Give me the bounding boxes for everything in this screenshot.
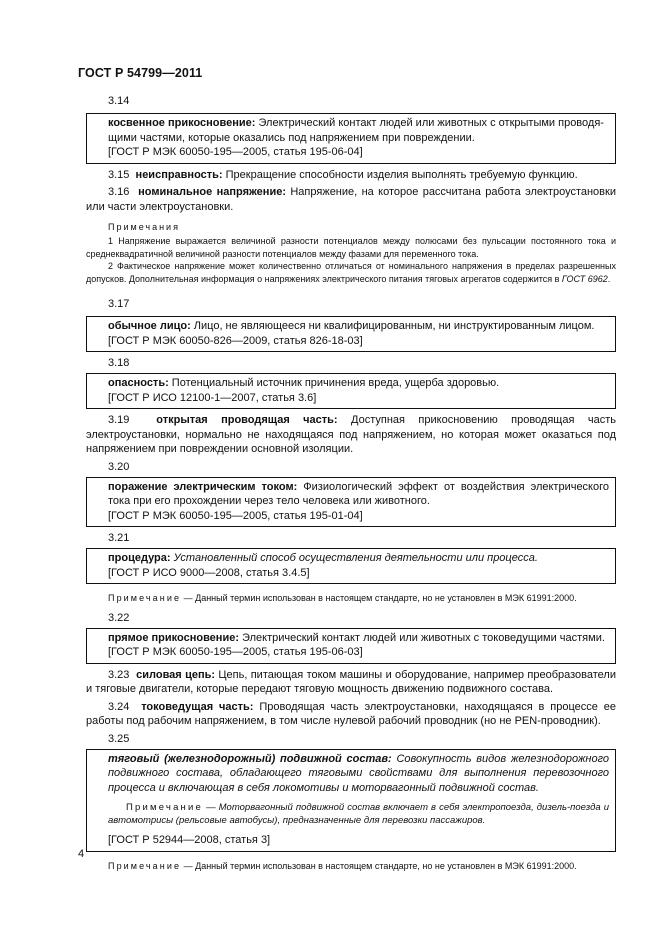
term-definition: прямое прикосновение: Электрический контакт людей или животных с токоведущими частями. [108,631,605,644]
document-header: ГОСТ Р 54799—2011 [78,66,203,80]
term-box-3-22 [86,628,616,664]
term-name: поражение электрическим током: [108,480,298,493]
term-reference: [ГОСТ Р МЭК 60050-195—2005, статья 195-06-04] [108,146,363,158]
standard-reference-link: ГОСТ 6962 [561,273,608,284]
term-name: обычное лицо: [108,320,191,333]
page-number: 4 [78,848,85,860]
term-definition: обычное лицо: Лицо, не являющееся ни квалифицированным, ни инструктированным лицом. [108,320,595,333]
term-reference: [ГОСТ Р 52944—2008, статья 3] [108,834,271,847]
term-reference: [ГОСТ Р МЭК 60050-195—2005, статья 195-06-03] [108,646,363,659]
term-number-3-18: 3.18 [108,357,130,370]
term-box-3-25 [86,749,616,852]
term-box-3-20 [86,477,616,528]
term-definition: процедура: Установленный способ осуществления деятельности или процесса. [108,552,538,565]
term-name: тяговый (железнодорожный) подвижной состав: [108,752,392,765]
term-number-3-22: 3.22 [108,611,130,624]
term-definition: косвенное прикосновение: Электрический контакт людей или животных с открытыми проводя- [108,117,604,129]
term-name: процедура: [108,552,171,565]
term-number-3-25: 3.25 [108,732,130,745]
note-2: 2 Фактическое напряжение может количественно отличаться от номинального напряжения в пределах разрешенных допусков. Дополнительная информация о напряжениях электрического питания тяговых агрегатов содержится в ГОСТ 6962. [86,261,616,284]
term-name: открытая проводящая часть: [156,414,338,427]
term-note-3-25: Примечание — Данный термин использован в настоящем стандарте, но не установлен в МЭК 61991:2000. [108,860,577,871]
term-definition: тяговый (железнодорожный) подвижной состав: Совокупность видов железнодорожного подвижного состава, обладающего тяговыми свойствами для выполнения перевозочного процесса и включающая в себя локомотивы и моторвагонный подвижной состав. [108,752,609,794]
term-name: косвенное прикосновение: [108,117,256,129]
term-reference: [ГОСТ Р МЭК 60050-826—2009, статья 826-18-03] [108,334,363,347]
term-definition: поражение электрическим током: Физиологический эффект от воздействия электрического тока при его прохождении через тело человека или животного. [108,480,610,508]
term-entry-3-19: 3.19 открытая проводящая часть: Доступная прикосновению проводящая часть электроустановки, нормально не находящаяся под напряжением, но которая может оказаться под напряжением при повреждении основной изоляции. [86,414,616,456]
term-number-3-14: 3.14 [108,95,130,107]
term-entry-3-23: 3.23 силовая цепь: Цепь, питающая током машины и оборудование, например преобразователи и тяговые двигатели, которые передают тяговую мощность движению подвижного состава. [86,668,616,696]
term-inner-note: Примечание — Моторвагонный подвижной состав включает в себя электропоезда, дизель-поезда и автомотрисы (рельсовые автобусы), предназначенные для перевозки пассажиров. [108,802,609,827]
term-number-3-20: 3.20 [108,460,130,473]
term-box-3-17 [86,316,616,352]
term-name: неисправность: [135,168,223,181]
term-entry-3-16: 3.16 номинальное напряжение: Напряжение, на которое рассчитана работа электроустановки или части электроустановки. [86,186,616,213]
term-reference: [ГОСТ Р МЭК 60050-195—2005, статья 195-01-04] [108,509,363,522]
term-name: силовая цепь: [136,668,216,681]
term-entry-3-15: 3.15 неисправность: Прекращение способности изделия выполнять требуемую функцию. [108,168,578,181]
term-name: номинальное напряжение: [138,186,286,198]
term-box-3-21 [86,548,616,584]
note-1: 1 Напряжение выражается величиной разности потенциалов между полюсами без пульсации постоянного тока и среднеквадратичной величиной разности потенциалов между фазами для переменного тока. [86,236,616,259]
notes-heading: Примечания [108,222,180,232]
term-name: токоведущая часть: [141,700,254,713]
term-number-3-21: 3.21 [108,532,130,545]
term-reference: [ГОСТ Р ИСО 12100-1—2007, статья 3.6] [108,391,317,404]
term-note-3-21: Примечание — Данный термин использован в настоящем стандарте, но не установлен в МЭК 61991:2000. [108,593,577,604]
term-definition: опасность: Потенциальный источник причинения вреда, ущерба здоровью. [108,377,500,390]
term-definition-cont: щими частями, которые оказались под напряжением при повреждении. [108,131,475,144]
term-entry-3-24: 3.24 токоведущая часть: Проводящая часть электроустановки, находящаяся в процессе ее работы под рабочим напряжением, в том числе нулевой рабочий проводник (но не PEN-проводник). [86,700,616,728]
term-box-3-14 [86,113,616,164]
term-number-3-17: 3.17 [108,298,130,311]
term-reference: [ГОСТ Р ИСО 9000—2008, статья 3.4.5] [108,566,310,579]
document-body [86,94,616,879]
term-name: опасность: [108,377,169,390]
term-name: прямое прикосновение: [108,631,239,644]
term-box-3-18 [86,373,616,409]
